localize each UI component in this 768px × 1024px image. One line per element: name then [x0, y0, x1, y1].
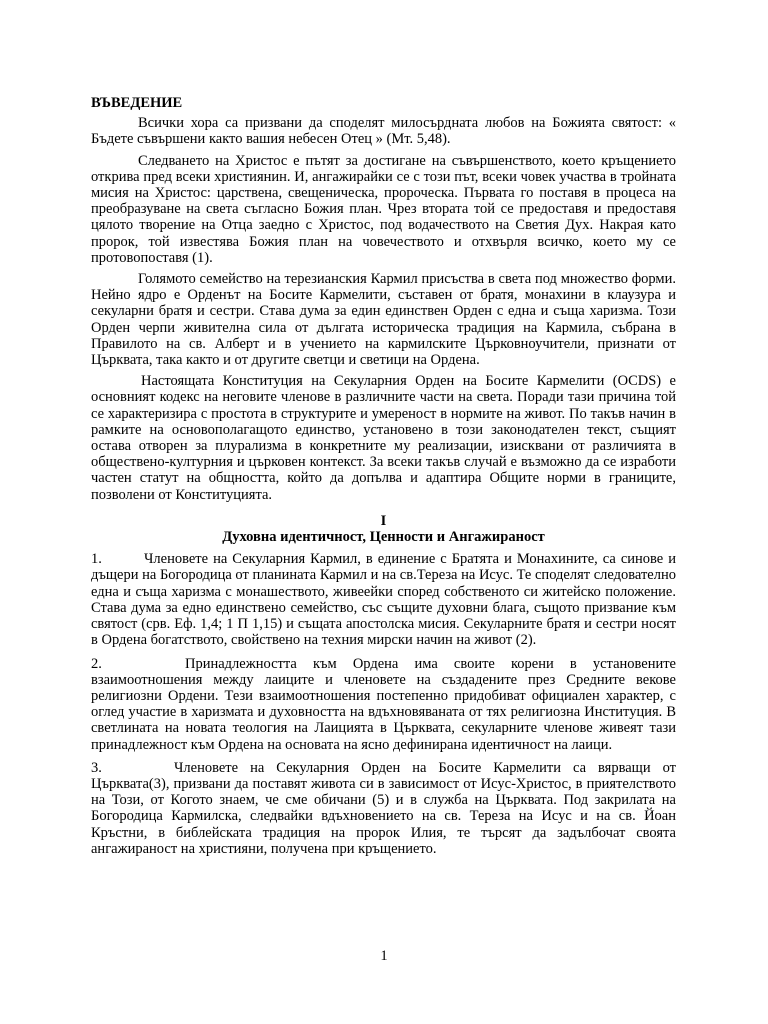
article-1-number: 1. [91, 551, 102, 568]
intro-paragraph-1: Всички хора са призвани да споделят милосърдната любов на Божията святост: « Бъдете съвършени както вашия небесен Отец » (Мт. 5,48). [91, 115, 676, 148]
article-2-number: 2. [91, 655, 102, 672]
article-2 [91, 656, 676, 753]
article-2-text: Принадлежността към Ордена има своите корени в установените взаимоотношения между лаиците и членовете на създадените през Средните векове религиозни Ордени. Тези взаимоотношения постепенно придобиват официален характер, с оглед участие в харизмата и духовността на вдъхновяваната от тях религиозна Институция. В светлината на новата теология на Лаицията в Църквата, секуларните членове живеят тази принадлежност към Ордена на основата на ясно дефинирана идентичност на лаици. [91, 655, 676, 753]
page-number: 1 [380, 948, 388, 964]
article-1-text: Членовете на Секуларния Кармил, в единение с Братята и Монахините, са синове и дъщери на Богородица от планината Кармил и на св.Тереза на Исус. Те споделят следователно една и съща харизма с монашеството, живеейки според собственото си житейско положение. Става дума за едно единствено семейство, със същите духовни блага, същото призвание към святост (срв. Еф. 1,4; 1 П 1,15) и същата апостолска мисия. Секуларните братя и сестри носят в Ордена богатството, свойствено на техния мирски начин на живот (2). [91, 551, 676, 649]
page-body [91, 95, 676, 864]
introduction-heading: ВЪВЕДЕНИЕ [91, 95, 183, 111]
article-3 [91, 760, 676, 857]
intro-paragraph-2: Следването на Христос е пътят за достигане на съвършенството, което кръщението открива пред всеки християнин. И, ангажирайки се с този път, всеки човек участва в тройната мисия на Христос: царствена, свещеническа, пророческа. Първата го поставя в процеса на преобразуване на света съгласно Божия план. Чрез втората той се предоставя и предоставя цялото творение на Отца заедно с Христос, под водачеството на Светия Дух. Накрая като пророк, той известява Божия план на човечеството и отхвърля всичко, което му се протовопоставя (1). [91, 152, 676, 266]
intro-paragraph-3: Голямото семейство на терезианския Кармил присъства в света под множество форми. Нейно ядро е Орденът на Босите Кармелити, съставен от братя, монахини в клаузура и секуларни братя и сестри. Става дума за един единствен Орден с една и съща харизма. Този Орден черпи живителна сила от дългата историческа традиция на Кармила, събрана в Правилото на св. Алберт и в учението на кармилските Църковноучители, признати от Църквата, така както и от другите светци и светици на Ордена. [91, 271, 676, 369]
article-3-text: Членовете на Секуларния Орден на Босите Кармелити са вярващи от Църквата(3), призвани да поставят живота си в зависимост от Исус-Христос, в приятелството на Този, от Когото знаем, че сме обичани (5) и в служба на Църквата. Под закрилата на Богородица Кармилска, следвайки вдъхновението на св. Тереза на Исус и на св. Йоан Кръстни, в библейската традиция на пророк Илия, те търсят да задълбочат своята ангажираност на християни, получена при кръщението. [91, 759, 676, 857]
section-number: I [380, 512, 387, 529]
section-title: Духовна идентичност, Ценности и Ангажираност [222, 529, 545, 546]
intro-paragraph-4: Настоящата Конституция на Секуларния Орден на Босите Кармелити (OCDS) е основният кодекс на неговите членове в различните части на света. Поради тази причина той се характеризира с простота в структурите и умереност в нормите на живот. По такъв начин в рамките на основополагащото единство, установено в този законодателен текст, същият остава отворен за плурализма в конкретните му реализации, изисквани от различията в обществено-културния и църковен контекст. За всеки такъв случай е възможно да се изработи частен статут на общността, който да допълва и адаптира Общите норми в границите, позволени от Конституцията. [91, 373, 676, 503]
article-1 [91, 551, 676, 648]
article-3-number: 3. [91, 759, 102, 776]
